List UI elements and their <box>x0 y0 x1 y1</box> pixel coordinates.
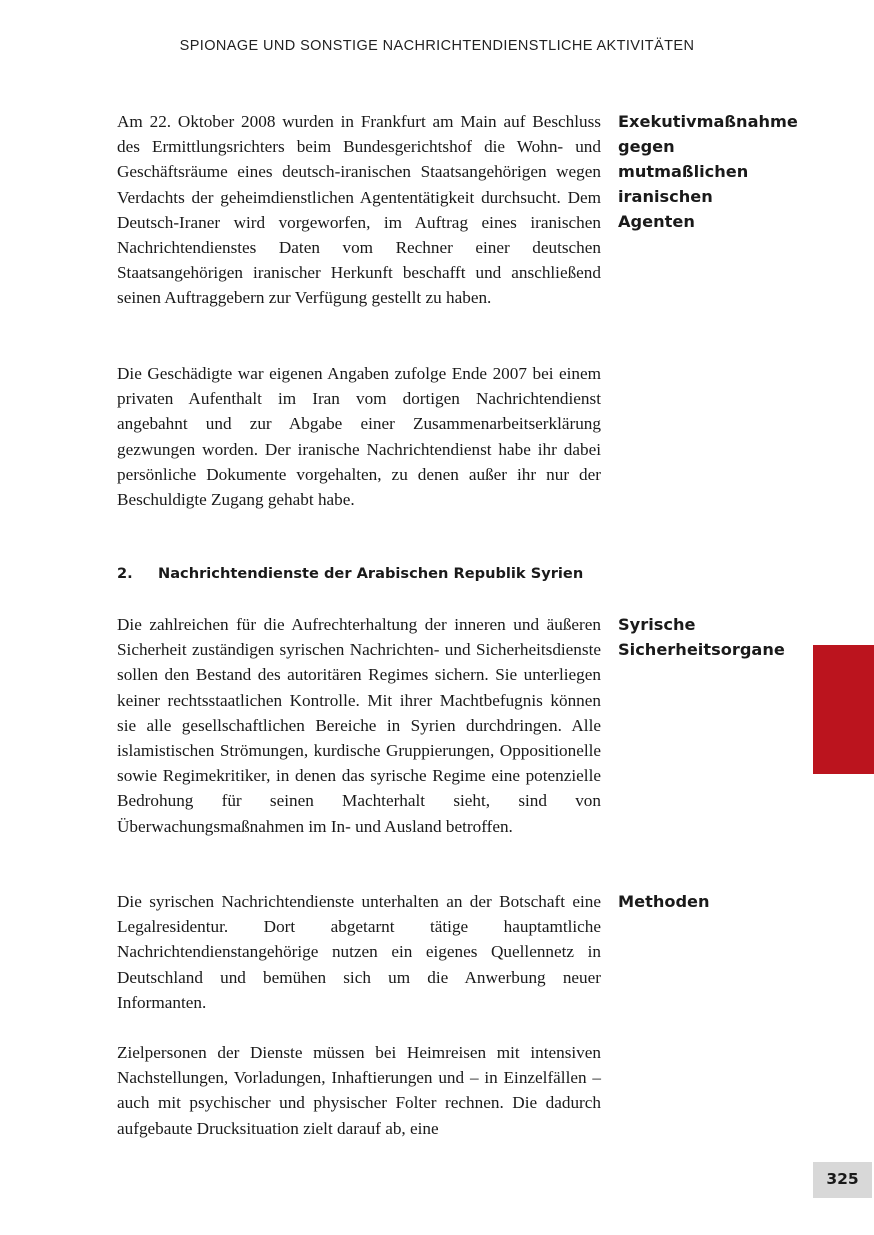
chapter-tab <box>813 645 874 774</box>
paragraph-injured-party: Die Geschädigte war eigenen Angaben zufolge Ende 2007 bei einem privaten Aufenthalt im Iran vom dortigen Nachrichtendienst angebahnt und zur Abgabe einer Zusammenarbeitserklärung gezwungen worden. Der iranische Nachrichtendienst habe ihr dabei persönliche Dokumente vorgehalten, zu denen außer ihr nur der Beschuldigte Zugang gehabt habe. <box>117 364 601 510</box>
margin-note-syrian-security: Syrische Sicherheitsorgane <box>618 615 785 659</box>
paragraph-legal-residency: Die syrischen Nachrichtendienste unterhalten an der Botschaft eine Legalresidentur. Dort abgetarnt tätige hauptamtliche Nachrichtendienstangehörige nutzen ein eigenes Quellennetz in Deutschland und bemühen sich um die Anwerbung neuer Informanten. <box>117 892 601 1012</box>
section-number: 2. <box>117 565 133 582</box>
section-title: Nachrichtendienste der Arabischen Republik Syrien <box>158 565 584 582</box>
paragraph-target-persons: Zielpersonen der Dienste müssen bei Heimreisen mit intensiven Nachstellungen, Vorladungen, Inhaftierungen und – in Einzelfällen – auch mit psychischer und physischer Folter rechnen. Die dadurch aufgebaute Drucksituation zielt darauf ab, eine <box>117 1043 601 1138</box>
margin-note-methods: Methoden <box>618 892 710 911</box>
page-number: 325 <box>813 1162 872 1198</box>
paragraph-search-iranian-agent: Am 22. Oktober 2008 wurden in Frankfurt am Main auf Beschluss des Ermittlungsrichters beim Bundesgerichtshof die Wohn- und Geschäftsräume eines deutsch-iranischen Staatsangehörigen wegen Verdachts der geheimdienstlichen Agententätigkeit durchsucht. Dem Deutsch-Iraner wird vorgeworfen, im Auftrag eines iranischen Nachrichtendienstes Daten vom Rechner einer deutschen Staatsangehörigen iranischer Herkunft beschafft und anschließend seinen Auftraggebern zur Verfügung gestellt zu haben. <box>117 112 601 308</box>
running-header: SPIONAGE UND SONSTIGE NACHRICHTENDIENSTLICHE AKTIVITÄTEN <box>179 38 695 54</box>
section-heading <box>117 563 617 585</box>
paragraph-syrian-services: Die zahlreichen für die Aufrechterhaltung der inneren und äußeren Sicherheit zuständigen syrischen Nachrichten- und Sicherheitsdienste sollen den Bestand des autoritären Regimes sichern. Sie unterliegen keiner rechtsstaatlichen Kontrolle. Mit ihrer Machtbefugnis können sie alle gesellschaftlichen Bereiche in Syrien durchdringen. Alle islamistischen Strömungen, kurdische Gruppierungen, Oppositionelle sowie Regimekritiker, in denen das syrische Regime eine potenzielle Bedrohung für seinen Machterhalt sieht, sind von Überwachungsmaßnahmen im In- und Ausland betroffen. <box>117 615 601 836</box>
margin-note-executive-measure: Exekutivmaßnahme gegen mutmaßlichen iranischen Agenten <box>618 112 798 231</box>
